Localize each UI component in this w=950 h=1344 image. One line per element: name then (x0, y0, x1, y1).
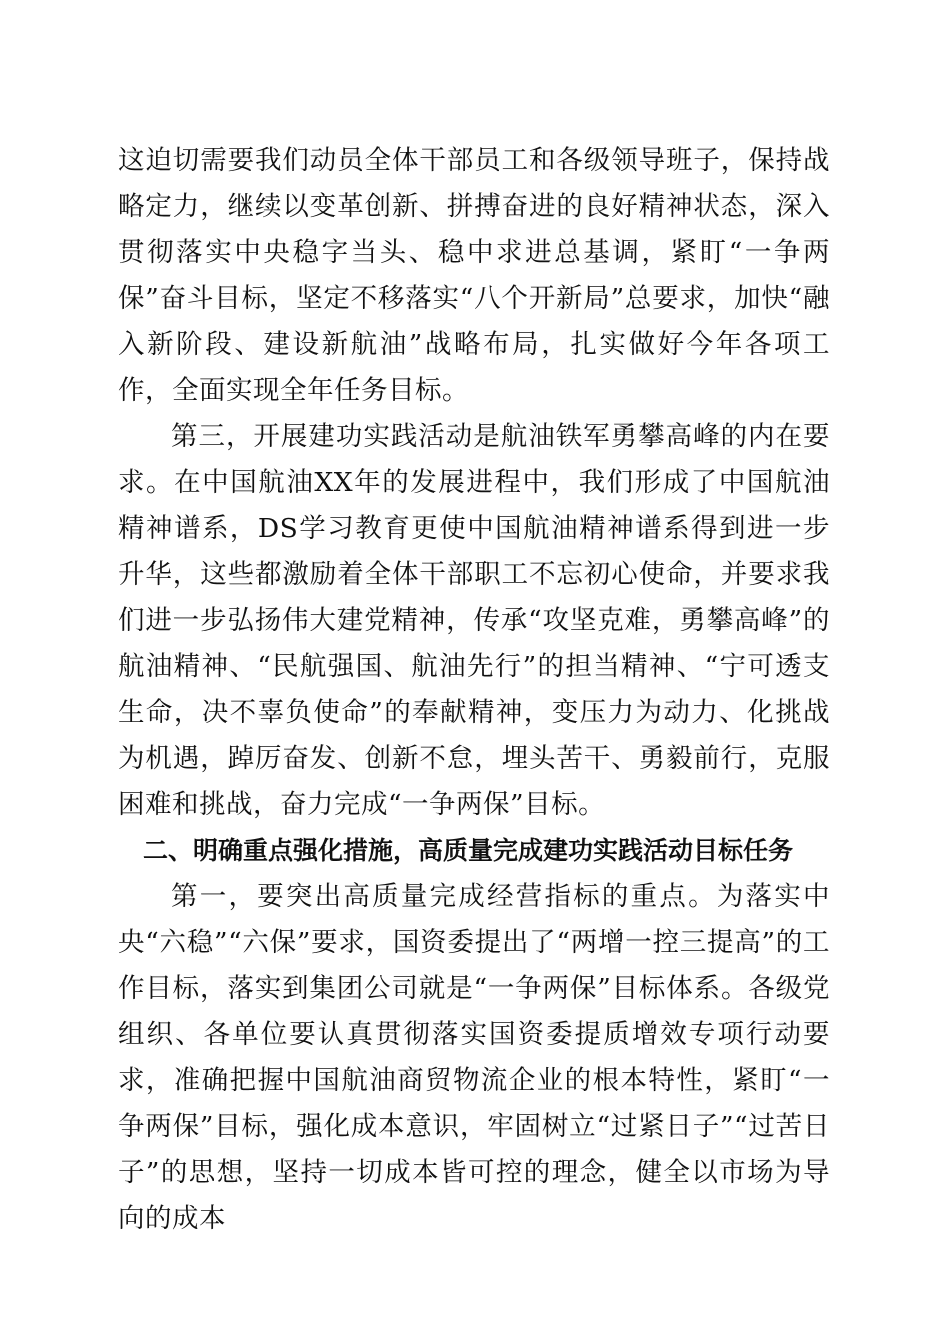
paragraph-first-point: 第一，要突出高质量完成经营指标的重点。为落实中央“六稳”“六保”要求，国资委提出了“两增一控三提高”的工作目标，落实到集团公司就是“一争两保”目标体系。各级党组织、各单位要认真贯彻落实国资委提质增效专项行动要求，准确把握中国航油商贸物流企业的根本特性，紧盯“一争两保”目标，强化成本意识，牢固树立“过紧日子”“过苦日子”的思想，坚持一切成本皆可控的理念，健全以市场为导向的成本 (118, 881, 830, 1234)
paragraph-third-point: 第三，开展建功实践活动是航油铁军勇攀高峰的内在要求。在中国航油XX年的发展进程中，我们形成了中国航油精神谱系，DS学习教育更使中国航油精神谱系得到进一步升华，这些都激励着全体干部职工不忘初心使命，并要求我们进一步弘扬伟大建党精神，传承“攻坚克难，勇攀高峰”的航油精神、“民航强国、航油先行”的担当精神、“宁可透支生命，决不辜负使命”的奉献精神，变压力为动力、化挑战为机遇，踔厉奋发、创新不怠，埋头苦干、勇毅前行，克服困难和挑战，奋力完成“一争两保”目标。 (118, 421, 830, 820)
section-heading-two: 二、明确重点强化措施，高质量完成建功实践活动目标任务 (143, 836, 794, 865)
paragraph-continuation: 这迫切需要我们动员全体干部员工和各级领导班子，保持战略定力，继续以变革创新、拼搏奋进的良好精神状态，深入贯彻落实中央稳字当头、稳中求进总基调，紧盯“一争两保”奋斗目标，坚定不移落实“八个开新局”总要求，加快“融入新阶段、建设新航油”战略布局，扎实做好今年各项工作，全面实现全年任务目标。 (118, 145, 830, 406)
document-body (118, 138, 830, 1242)
